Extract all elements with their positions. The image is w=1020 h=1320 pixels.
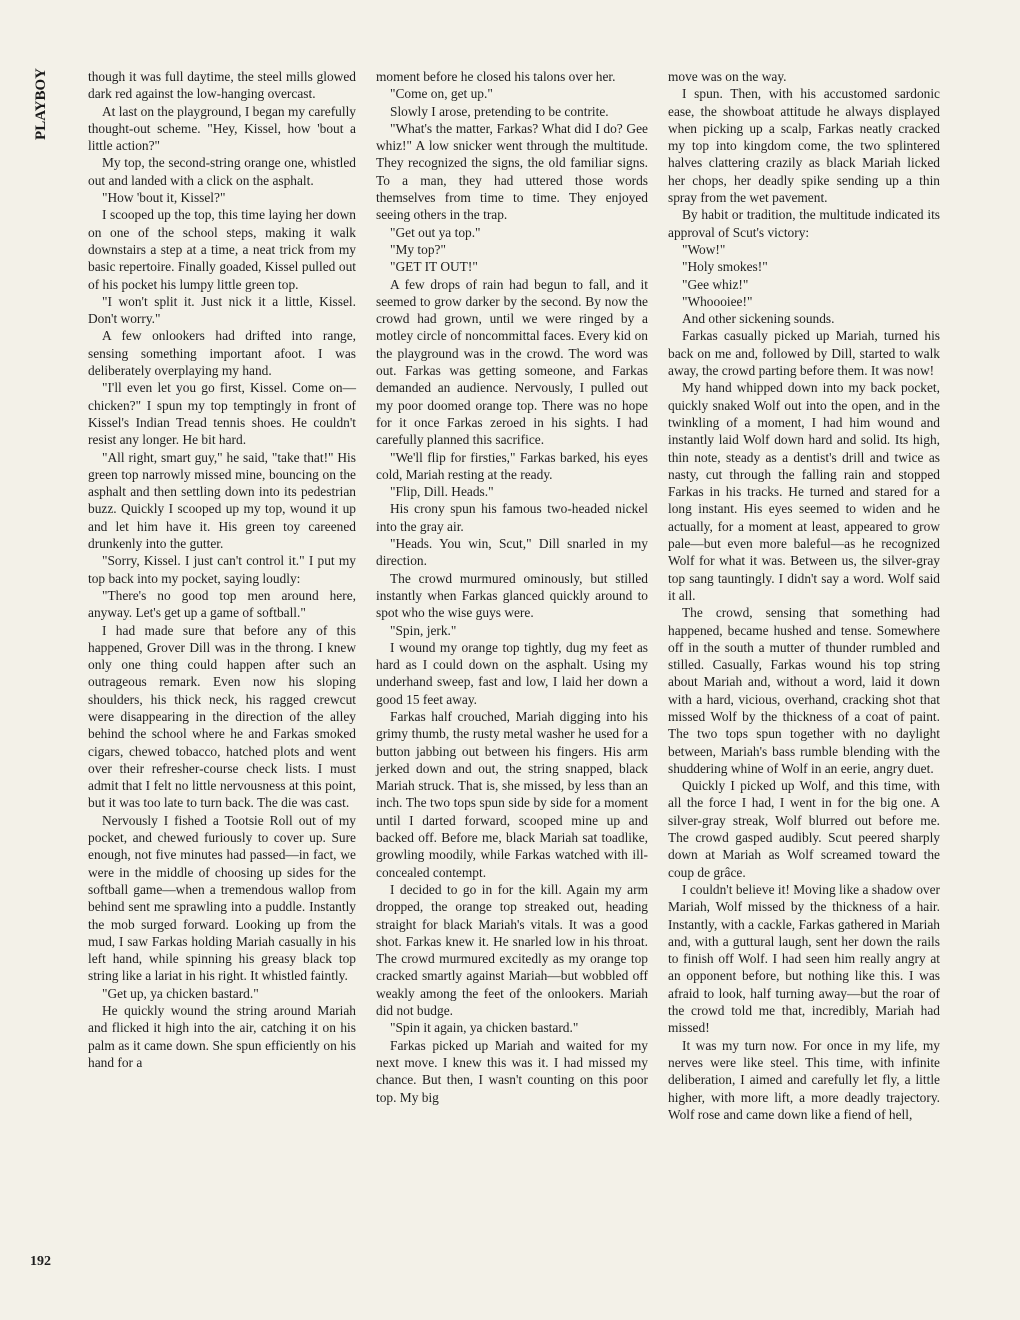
paragraph: My top, the second-string orange one, whistled out and landed with a click on the asphalt. <box>88 155 356 188</box>
text-column-1 <box>88 68 356 1071</box>
paragraph: My hand whipped down into my back pocket, quickly snaked Wolf out into the open, and in the twinkling of a moment, I had him wound and instantly laid Wolf down hard and solid. Its high, thin note, steady as a dentist's drill and twice as nasty, cut through the falling rain and stopped Farkas in his tracks. He turned and stared for a long instant. His eyes seemed to widen and he actually, for a moment at least, appeared to grow pale—but even more baleful—as he recognized Wolf for what it was. Between us, the silver-gray top sang tauntingly. I didn't say a word. Wolf said it all. <box>668 380 940 603</box>
paragraph: "How 'bout it, Kissel?" <box>102 190 226 206</box>
magazine-name: PLAYBOY <box>33 68 49 140</box>
paragraph: I had made sure that before any of this happened, Grover Dill was in the throng. I knew only one thing could happen after such an outrageous remark. Even now his sloping shoulders, his thick neck, his ragged crewcut were disappearing in the direction of the alley behind the school where he and Farkas smoked cigars, chewed tobacco, hatched plots and went over their refresher-course check lists. I must admit that I felt no little nervousness at this point, but it was too late to turn back. The die was cast. <box>88 622 356 811</box>
paragraph: I decided to go in for the kill. Again my arm dropped, the orange top streaked out, heading straight for black Mariah's vitals. It was a good shot. Farkas knew it. He snarled low in his throat. The crowd murmured excitedly as my orange top cracked smartly against Mariah—but wobbled off weakly among the feet of the onlookers. Mariah did not budge. <box>376 881 648 1019</box>
paragraph: "What's the matter, Farkas? What did I do? Gee whiz!" A low snicker went through the multitude. They recognized the signs, the old familiar signs. To a man, they had uttered those words themselves from time to time. They enjoyed seeing others in the trap. <box>376 120 648 223</box>
paragraph: "Holy smokes!" <box>682 259 768 275</box>
paragraph: "I won't split it. Just nick it a little, Kissel. Don't worry." <box>88 293 356 327</box>
paragraph: The crowd murmured ominously, but stilled instantly when Farkas glanced quickly around to spot who the wise guys were. <box>376 570 648 621</box>
paragraph: "My top?" <box>390 241 446 257</box>
paragraph: "Get up, ya chicken bastard." <box>102 985 259 1001</box>
paragraph: A few drops of rain had begun to fall, and it seemed to grow darker by the second. By now the crowd had grown, until we were ringed by a motley circle of noncommittal faces. Every kid on the playground was in the crowd. The word was out. Farkas was getting someone, and Farkas demanded an audience. Nervously, I pulled out my poor doomed orange top. There was no hope for it once Farkas zeroed in his sights. I had carefully planned this sacrifice. <box>376 276 648 448</box>
paragraph: It was my turn now. For once in my life, my nerves were like steel. This time, with infinite deliberation, I aimed and carefully let fly, a little higher, with more lift, a more deadly trajectory. Wolf rose and came down like a fiend of hell, <box>668 1037 940 1122</box>
paragraph: "Spin, jerk." <box>390 622 457 638</box>
page-number: 192 <box>30 1254 51 1269</box>
text-column-2 <box>376 68 648 1106</box>
paragraph: "Flip, Dill. Heads." <box>390 484 494 500</box>
paragraph: "Get out ya top." <box>390 224 481 240</box>
paragraph: "Whoooiee!" <box>682 293 753 309</box>
paragraph: "Sorry, Kissel. I just can't control it." I put my top back into my pocket, saying loudly: <box>88 553 356 586</box>
paragraph: Quickly I picked up Wolf, and this time, with all the force I had, I went in for the big one. A silver-gray streak, Wolf blurred out before me. The crowd gasped audibly. Scut peered sharply down at Mariah as Wolf screamed toward the coup de grâce. <box>668 778 940 880</box>
paragraph: A few onlookers had drifted into range, sensing something important afoot. I was deliberately overplaying my hand. <box>88 328 356 379</box>
paragraph: At last on the playground, I began my carefully thought-out scheme. "Hey, Kissel, how 'bout a little action?" <box>88 103 356 154</box>
paragraph: The crowd, sensing that something had happened, became hushed and tense. Somewhere off in the south a mutter of thunder rumbled and stilled. Casually, Farkas wound his top string about Mariah and, without a word, laid it down with a hard, vicious, overhand, cracking shot that missed Wolf by the thickness of a coat of paint. The two tops spun together with no daylight between, Mariah's bass rumble blending with the shuddering whine of Wolf in an eerie, angry duet. <box>668 605 940 776</box>
paragraph: Nervously I fished a Tootsie Roll out of my pocket, and chewed furiously to cover up. Sure enough, not five minutes had passed—in fact, we were in the middle of choosing up sides for the softball game—when a tremendous wallop from behind sent me sprawling into a puddle. Instantly the mob surged forward. Looking up from the mud, I saw Farkas holding Mariah casually in his left hand, while spinning his greasy black top string like a lariat in his right. It whistled faintly. <box>88 812 356 984</box>
paragraph: "Heads. You win, Scut," Dill snarled in my direction. <box>376 536 648 569</box>
paragraph: Farkas picked up Mariah and waited for my next move. I knew this was it. I had missed my chance. But then, I wasn't counting on this poor top. My big <box>376 1037 648 1105</box>
text-column-3 <box>668 68 940 1123</box>
paragraph: move was on the way. <box>668 69 787 84</box>
paragraph: "We'll flip for firsties," Farkas barked, his eyes cold, Mariah resting at the ready. <box>376 449 648 482</box>
paragraph: "Spin it again, ya chicken bastard." <box>390 1020 579 1036</box>
paragraph: though it was full daytime, the steel mills glowed dark red against the low-hanging overcast. <box>88 69 356 102</box>
paragraph: "Come on, get up." <box>390 86 493 102</box>
paragraph: "I'll even let you go first, Kissel. Come on—chicken?" I spun my top temptingly in front of Kissel's Indian Tread tennis shoes. He couldn't resist any longer. He bit hard. <box>88 380 356 448</box>
paragraph: moment before he closed his talons over her. <box>376 69 616 84</box>
paragraph: Slowly I arose, pretending to be contrite. <box>390 103 609 119</box>
paragraph: "Wow!" <box>682 241 726 257</box>
paragraph: He quickly wound the string around Mariah and flicked it high into the air, catching it on his palm as it came down. She spun efficiently on his hand for a <box>88 1003 356 1070</box>
paragraph: And other sickening sounds. <box>682 311 835 327</box>
paragraph: By habit or tradition, the multitude indicated its approval of Scut's victory: <box>668 207 940 240</box>
paragraph: Farkas half crouched, Mariah digging into his grimy thumb, the rusty metal washer he used for a button jabbing out between his fingers. His arm jerked down and out, the string snapped, black Mariah struck. That is, she missed, by less than an inch. The two tops spun side by side for a moment until I darted forward, scooped mine up and backed off. Before me, black Mariah sat toadlike, growling moodily, while Farkas watched with ill-concealed contempt. <box>376 708 648 880</box>
paragraph: I scooped up the top, this time laying her down on one of the school steps, making it walk downstairs a step at a time, a neat trick from my basic repertoire. Finally goaded, Kissel pulled out of his pocket his lumpy little green top. <box>88 207 356 292</box>
paragraph: "There's no good top men around here, anyway. Let's get up a game of softball." <box>88 587 356 621</box>
paragraph: Farkas casually picked up Mariah, turned his back on me and, followed by Dill, started to walk away, the crowd parting before them. It was now! <box>668 328 940 379</box>
paragraph: I couldn't believe it! Moving like a shadow over Mariah, Wolf missed by the thickness of a hair. Instantly, with a cackle, Farkas gathered in Mariah and, with a guttural laugh, sent her down the rails to finish off Wolf. I had seen him really angry at an opponent before, but nothing like this. I was afraid to look, half turning away—but the roar of the crowd told me that, incredibly, Mariah had missed! <box>668 881 940 1036</box>
paragraph: "All right, smart guy," he said, "take that!" His green top narrowly missed mine, bouncing on the asphalt and then settling down into its pedestrian buzz. Quickly I scooped up my top, wound it up and let him have it. His green toy careened drunkenly into the gutter. <box>88 449 356 552</box>
paragraph: "GET IT OUT!" <box>390 259 478 275</box>
paragraph: "Gee whiz!" <box>682 276 749 292</box>
paragraph: I spun. Then, with his accustomed sardonic ease, the showboat attitude he always displayed when picking up a scalp, Farkas neatly cracked my top into kingdom come, the two splintered halves clattering crazily as black Mariah licked her chops, her deadly spike sending up a thin spray from the wet pavement. <box>668 86 940 206</box>
paragraph: His crony spun his famous two-headed nickel into the gray air. <box>376 501 648 534</box>
paragraph: I wound my orange top tightly, dug my feet as hard as I could down on the asphalt. Using my underhand sweep, fast and low, I laid her down a good 15 feet away. <box>376 639 648 707</box>
